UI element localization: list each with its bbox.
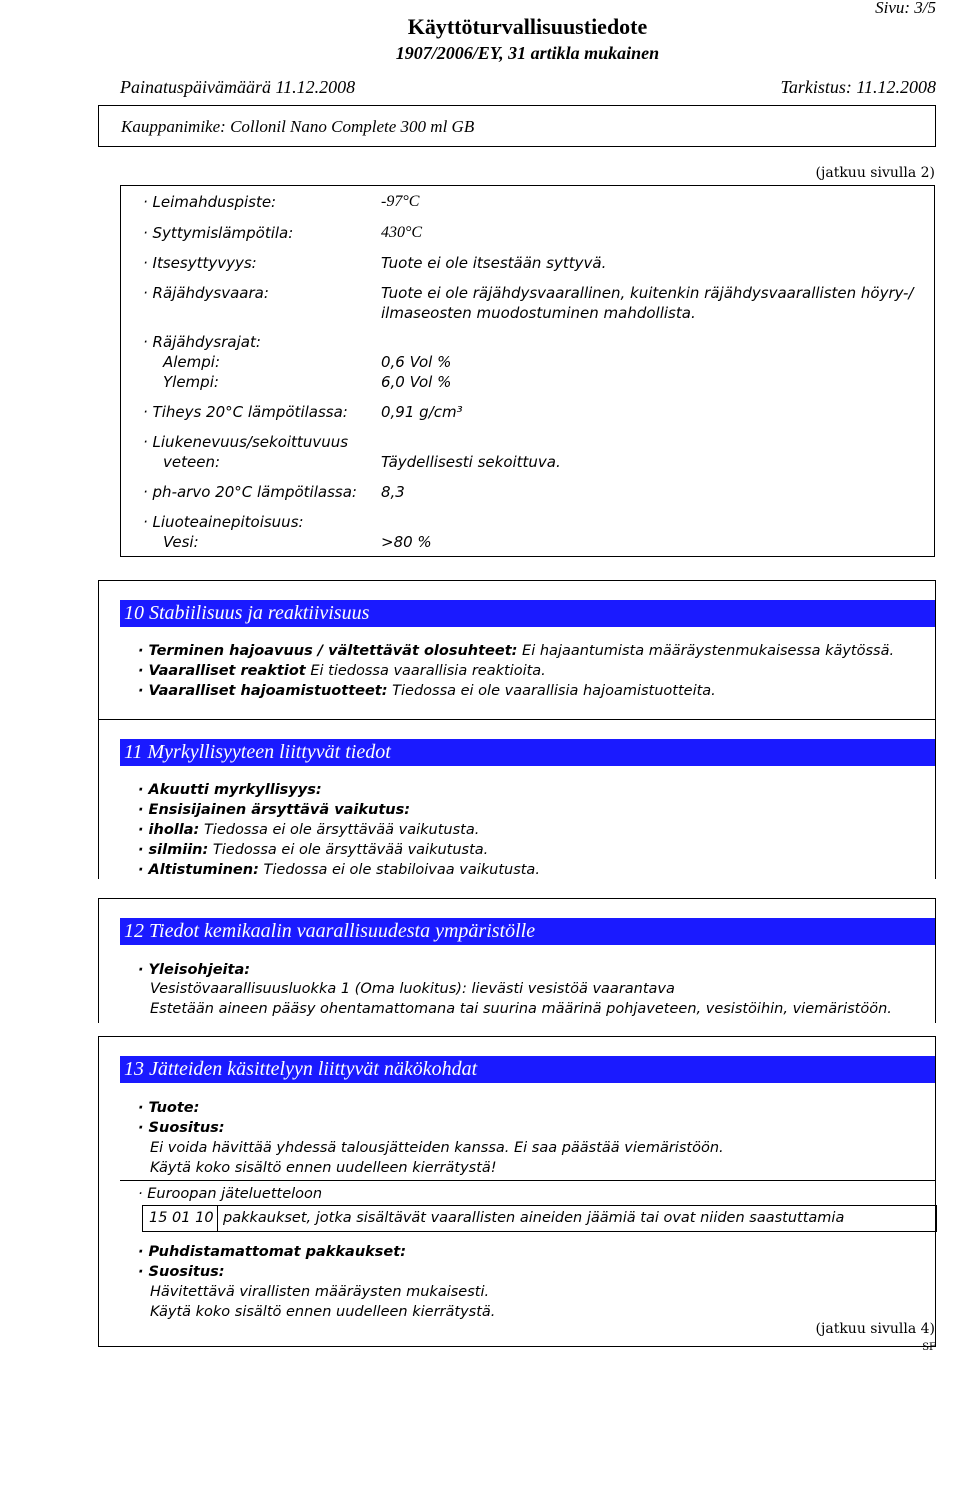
- ph-label: · ph-arvo 20°C lämpötilassa:: [143, 483, 357, 501]
- section-10-title: 10 Stabiilisuus ja reaktiivisuus: [120, 600, 935, 627]
- ph-value: 8,3: [381, 483, 405, 501]
- upper-limit-value: 6,0 Vol %: [381, 373, 452, 391]
- self-ignition-label: · Itsesyttyvyys:: [143, 254, 257, 272]
- section-11-line-2: · Ensisijainen ärsyttävä vaikutus:: [138, 802, 411, 818]
- section-11-title: 11 Myrkyllisyyteen liittyvät tiedot: [120, 739, 935, 766]
- solvent-content-label: · Liuoteainepitoisuus:: [143, 513, 304, 531]
- print-date: Painatuspäivämäärä 11.12.2008: [120, 77, 356, 97]
- section-10-line-1: · Terminen hajoavuus / vältettävät olosuhteet: Ei hajaantumista määräystenmukaisessa käytössä.: [138, 643, 895, 659]
- ignition-label: · Syttymislämpötila:: [143, 224, 294, 242]
- page-number: Sivu: 3/5: [875, 0, 936, 17]
- section-13-ewc-label: · Euroopan jäteluetteloon: [138, 1186, 323, 1202]
- section-13-rec-line-2: Käytä koko sisältö ennen uudelleen kierrätystä!: [150, 1160, 497, 1176]
- solubility-label-2: veteen:: [163, 453, 221, 471]
- section-10-line-3: · Vaaralliset hajoamistuotteet: Tiedossa ei ole vaarallisia hajoamistuotteita.: [138, 683, 716, 699]
- section-13-rec2-line-1: Hävitettävä virallisten määräysten mukaisesti.: [150, 1284, 490, 1300]
- explosion-limits-label: · Räjähdysrajat:: [143, 333, 261, 351]
- section-11-line-4: · silmiin: Tiedossa ei ole ärsyttävää vaikutusta.: [138, 842, 489, 858]
- water-label: Vesi:: [163, 533, 199, 551]
- flash-point-label: · Leimahduspiste:: [143, 193, 277, 211]
- ignition-value: 430°C: [381, 224, 423, 241]
- explosion-hazard-value-2: ilmaseosten muodostuminen mahdollista.: [381, 304, 696, 322]
- section-13-rec2-line-2: Käytä koko sisältö ennen uudelleen kierrätystä.: [150, 1304, 496, 1320]
- explosion-hazard-value-1: Tuote ei ole räjähdysvaarallinen, kuitenkin räjähdysvaarallisten höyry-/: [381, 284, 914, 302]
- solubility-value: Täydellisesti sekoittuva.: [381, 453, 561, 471]
- water-value: >80 %: [381, 533, 432, 551]
- section-13-recommendation-2: · Suositus:: [138, 1264, 225, 1280]
- flash-point-value: -97°C: [381, 193, 420, 210]
- section-11-line-1: · Akuutti myrkyllisyys:: [138, 782, 322, 798]
- lower-limit-label: Alempi:: [163, 353, 221, 371]
- section-11-line-5: · Altistuminen: Tiedossa ei ole stabiloivaa vaikutusta.: [138, 862, 540, 878]
- density-label: · Tiheys 20°C lämpötilassa:: [143, 403, 348, 421]
- properties-box: [120, 185, 935, 557]
- section-13-title: 13 Jätteiden käsittelyyn liittyvät näkökohdat: [120, 1056, 935, 1083]
- trade-name-box: [98, 105, 936, 147]
- section-12-line-2: Vesistövaarallisuusluokka 1 (Oma luokitus): lievästi vesistöä vaarantava: [150, 981, 675, 997]
- section-10-line-2: · Vaaralliset reaktiot Ei tiedossa vaarallisia reaktioita.: [138, 663, 546, 679]
- solubility-label-1: · Liukenevuus/sekoittuvuus: [143, 433, 349, 451]
- section-13-uncleaned: · Puhdistamattomat pakkaukset:: [138, 1244, 406, 1260]
- bottom-rule: [98, 1346, 936, 1347]
- ewc-divider: [120, 1180, 935, 1181]
- upper-limit-label: Ylempi:: [163, 373, 219, 391]
- section-12-title: 12 Tiedot kemikaalin vaarallisuudesta ympäristölle: [120, 918, 935, 945]
- section-13-recommendation: · Suositus:: [138, 1120, 225, 1136]
- section-12-line-1: · Yleisohjeita:: [138, 962, 251, 978]
- lower-limit-value: 0,6 Vol %: [381, 353, 452, 371]
- self-ignition-value: Tuote ei ole itsestään syttyvä.: [381, 254, 607, 272]
- document-title: Käyttöturvallisuustiedote: [407, 14, 648, 39]
- ewc-column-separator: [217, 1206, 218, 1231]
- revision-date: Tarkistus: 11.12.2008: [780, 77, 936, 97]
- section-13-product: · Tuote:: [138, 1100, 200, 1116]
- trade-name: Kauppanimike: Collonil Nano Complete 300 ml GB: [121, 117, 475, 136]
- language-code: SF: [922, 1342, 936, 1353]
- section-13-rec-line-1: Ei voida hävittää yhdessä talousjätteiden kanssa. Ei saa päästää viemäristöön.: [150, 1140, 724, 1156]
- ewc-table-row: [142, 1205, 937, 1232]
- explosion-hazard-label: · Räjähdysvaara:: [143, 284, 269, 302]
- density-value: 0,91 g/cm³: [381, 403, 463, 421]
- section-12-line-3: Estetään aineen pääsy ohentamattomana tai suurina määrinä pohjaveteen, vesistöihin, viemäristöön.: [150, 1001, 892, 1017]
- continued-on: (jatkuu sivulla 4): [815, 1321, 935, 1337]
- ewc-code: 15 01 10: [149, 1210, 214, 1226]
- document-subtitle: 1907/2006/EY, 31 artikla mukainen: [395, 43, 660, 63]
- ewc-description: pakkaukset, jotka sisältävät vaarallisten aineiden jäämiä tai ovat niiden saastuttamia: [223, 1210, 845, 1226]
- section-11-line-3: · iholla: Tiedossa ei ole ärsyttävää vaikutusta.: [138, 822, 480, 838]
- continued-from: (jatkuu sivulla 2): [815, 165, 935, 181]
